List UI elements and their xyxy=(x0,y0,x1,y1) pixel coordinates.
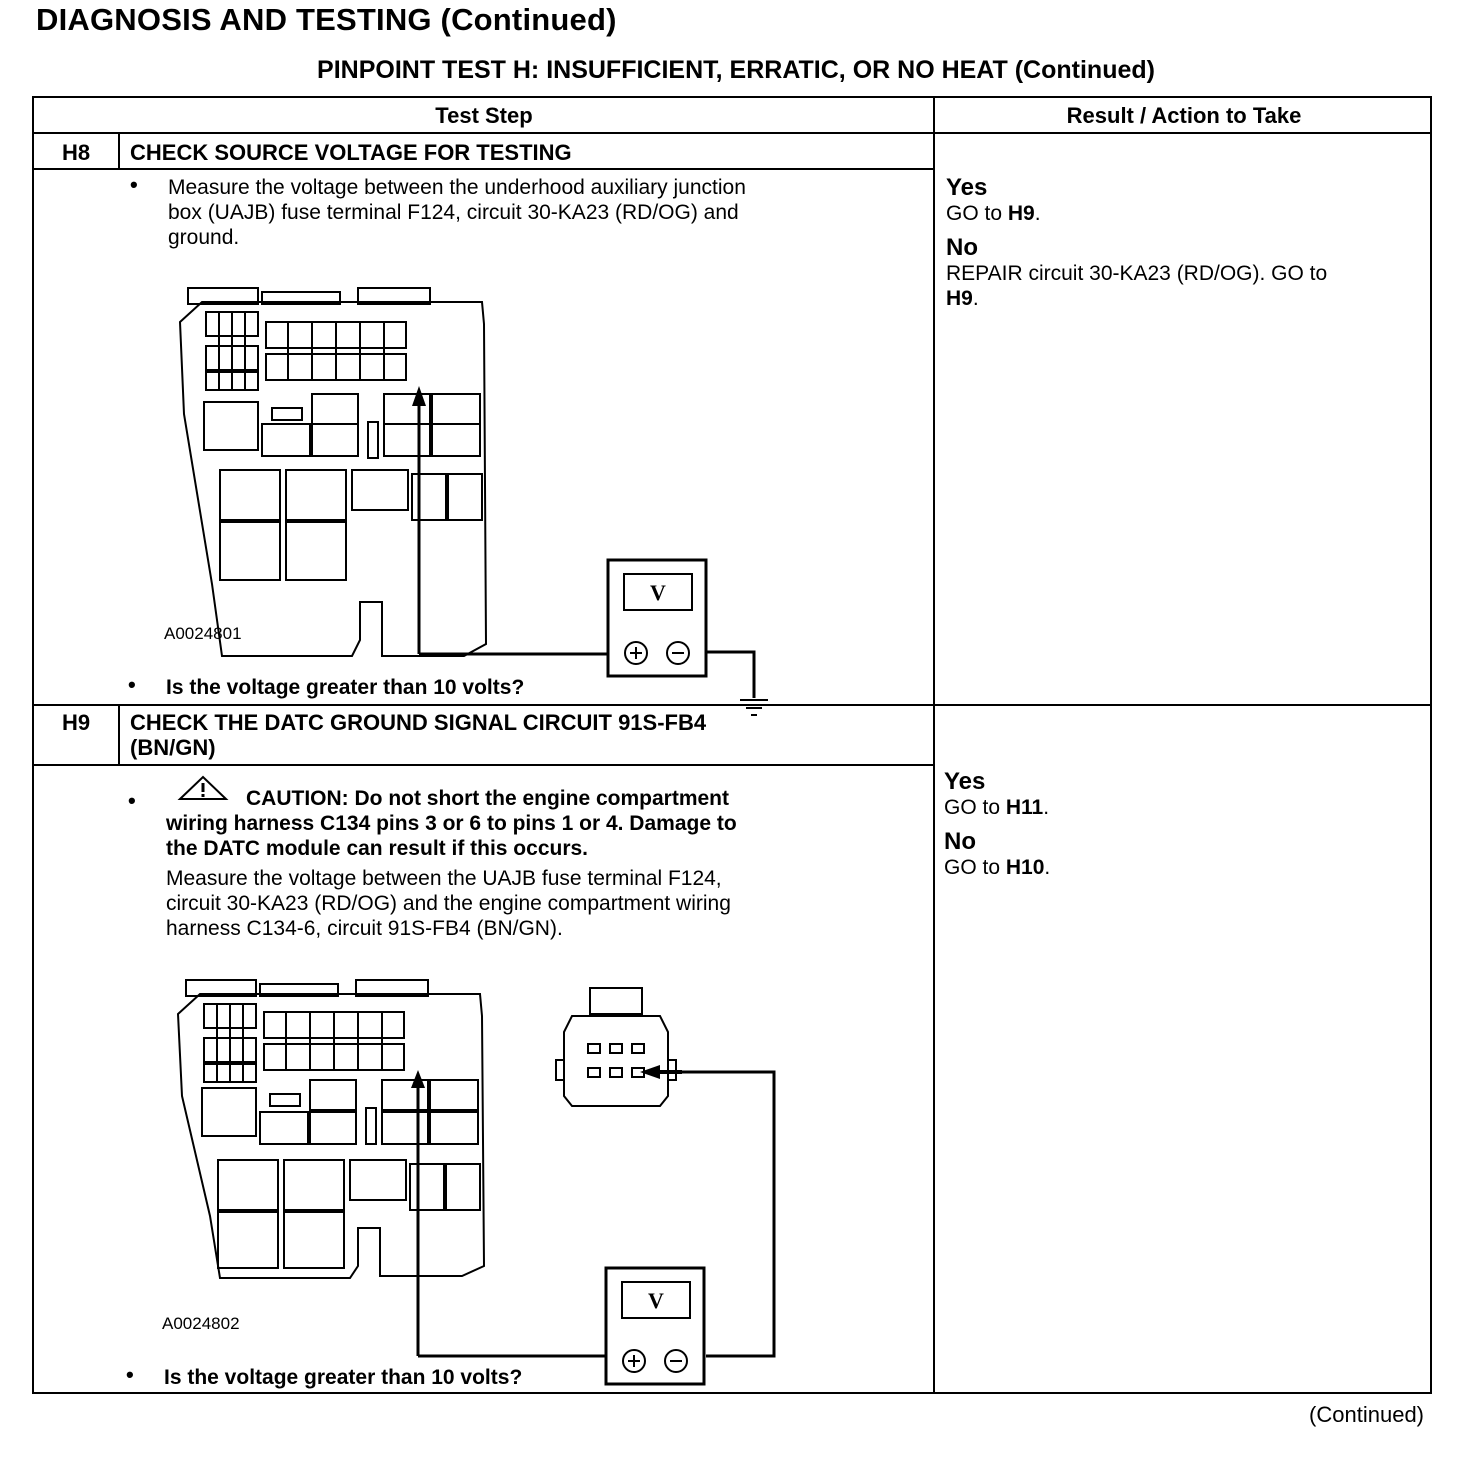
small-fuse xyxy=(272,408,302,420)
h9-yes-action xyxy=(944,795,1049,820)
large-relay xyxy=(220,470,280,520)
column-header-test-step: Test Step xyxy=(435,103,533,128)
step-divider xyxy=(34,704,1430,706)
action-punctuation: . xyxy=(972,287,979,310)
goto-step-link[interactable]: H10 xyxy=(1005,856,1045,879)
meter-display: V xyxy=(648,1288,664,1313)
goto-step-link[interactable]: H11 xyxy=(1005,796,1044,819)
h8-yes-action xyxy=(946,201,1041,226)
h9-caution xyxy=(166,786,737,861)
caution-line: CAUTION: Do not short the engine compartment xyxy=(246,787,729,810)
action-punctuation: . xyxy=(1044,856,1051,879)
continued-footer: (Continued) xyxy=(1309,1402,1424,1427)
action-punctuation: . xyxy=(1034,202,1041,225)
relay-block xyxy=(446,1164,480,1210)
h9-no-label: No xyxy=(944,828,976,855)
column-header-result: Result / Action to Take xyxy=(1066,103,1302,128)
relay-block xyxy=(312,424,358,456)
header-divider xyxy=(34,132,1430,134)
relay-block xyxy=(432,424,480,456)
mini-fuse-bank xyxy=(206,312,258,390)
action-text: GO to xyxy=(944,856,1006,879)
relay-block xyxy=(310,1080,356,1110)
goto-step-link[interactable]: H9 xyxy=(946,287,973,310)
relay-block xyxy=(312,394,358,424)
fuse-grid xyxy=(264,1012,404,1070)
relay-block xyxy=(382,1112,428,1144)
h8-no-label: No xyxy=(946,234,978,261)
large-relay xyxy=(218,1160,278,1210)
step-title-h9 xyxy=(130,710,706,760)
large-relay xyxy=(284,1160,344,1210)
large-relay xyxy=(284,1212,344,1268)
page-title: DIAGNOSIS AND TESTING (Continued) xyxy=(36,2,617,37)
step-title-h8: CHECK SOURCE VOLTAGE FOR TESTING xyxy=(130,140,572,165)
h9-yes-label: Yes xyxy=(944,768,986,795)
instruction-line: box (UAJB) fuse terminal F124, circuit 30-KA23 (RD/OG) and xyxy=(168,201,739,224)
meter-display: V xyxy=(650,580,666,605)
relay-block xyxy=(410,1164,444,1210)
large-relay xyxy=(218,1212,278,1268)
fuse-grid xyxy=(266,322,406,380)
small-fuse xyxy=(368,422,378,458)
goto-step-link[interactable]: H9 xyxy=(1007,202,1035,225)
h8-question: Is the voltage greater than 10 volts? xyxy=(166,676,525,699)
ground-icon xyxy=(740,700,768,715)
relay-block xyxy=(384,424,430,456)
relay-block xyxy=(448,474,482,520)
figure-id-h8: A0024801 xyxy=(164,624,242,643)
mini-fuse-bank xyxy=(204,1004,256,1082)
large-relay xyxy=(220,522,280,580)
small-fuse xyxy=(366,1108,376,1144)
h8-uajb-diagram xyxy=(162,284,782,644)
multimeter xyxy=(608,560,706,676)
relay-block xyxy=(412,474,446,520)
uajb-housing xyxy=(180,302,486,656)
bullet-marker: • xyxy=(128,788,136,813)
bullet-marker: • xyxy=(130,172,138,197)
relay-block xyxy=(310,1112,356,1144)
action-text: GO to xyxy=(944,796,1006,819)
multimeter xyxy=(606,1268,704,1384)
instruction-line: Measure the voltage between the UAJB fuse terminal F124, xyxy=(166,867,722,890)
h8-yes-label: Yes xyxy=(946,174,988,201)
bullet-marker: • xyxy=(128,672,136,697)
figure-id-h9: A0024802 xyxy=(162,1314,240,1333)
small-fuse xyxy=(270,1094,300,1106)
relay-block xyxy=(432,394,480,424)
relay-block xyxy=(352,470,408,510)
caution-line: wiring harness C134 pins 3 or 6 to pins 1 or 4. Damage to xyxy=(166,812,737,835)
instruction-line: Measure the voltage between the underhood auxiliary junction xyxy=(168,176,746,199)
large-relay xyxy=(286,522,346,580)
h9-uajb-diagram xyxy=(160,976,780,1316)
action-punctuation: . xyxy=(1043,796,1050,819)
h9-instruction xyxy=(166,866,731,941)
title-line: (BN/GN) xyxy=(130,735,216,760)
h9-id-divider xyxy=(118,705,120,765)
relay-block xyxy=(350,1160,406,1200)
h8-id-divider xyxy=(118,133,120,169)
action-text: GO to xyxy=(946,202,1008,225)
negative-lead-wire xyxy=(706,652,754,698)
h8-instruction xyxy=(168,175,746,250)
relay-block xyxy=(204,402,258,450)
relay-block xyxy=(430,1080,478,1110)
relay-block xyxy=(202,1088,256,1136)
instruction-line: circuit 30-KA23 (RD/OG) and the engine compartment wiring xyxy=(166,892,731,915)
h9-title-divider xyxy=(34,764,934,766)
large-relay xyxy=(286,470,346,520)
h8-title-divider xyxy=(34,168,934,170)
step-id-h9: H9 xyxy=(61,710,91,735)
pinpoint-test-table xyxy=(32,96,1432,1394)
h9-question: Is the voltage greater than 10 volts? xyxy=(164,1366,523,1389)
column-divider xyxy=(933,98,935,1394)
relay-block xyxy=(262,424,310,456)
step-id-h8: H8 xyxy=(61,140,91,165)
h9-no-action xyxy=(944,855,1050,880)
bullet-marker: • xyxy=(126,1362,134,1387)
c134-connector xyxy=(556,988,676,1106)
relay-block xyxy=(430,1112,478,1144)
caution-line: the DATC module can result if this occurs. xyxy=(166,837,589,860)
relay-block xyxy=(260,1112,308,1144)
pinpoint-test-title: PINPOINT TEST H: INSUFFICIENT, ERRATIC, OR NO HEAT (Continued) xyxy=(317,56,1155,84)
action-text: REPAIR circuit 30-KA23 (RD/OG). GO to xyxy=(946,262,1328,285)
instruction-line: ground. xyxy=(168,226,240,249)
title-line: CHECK THE DATC GROUND SIGNAL CIRCUIT 91S-FB4 xyxy=(130,710,707,735)
h8-no-action xyxy=(946,261,1327,311)
instruction-line: harness C134-6, circuit 91S-FB4 (BN/GN). xyxy=(166,917,563,940)
